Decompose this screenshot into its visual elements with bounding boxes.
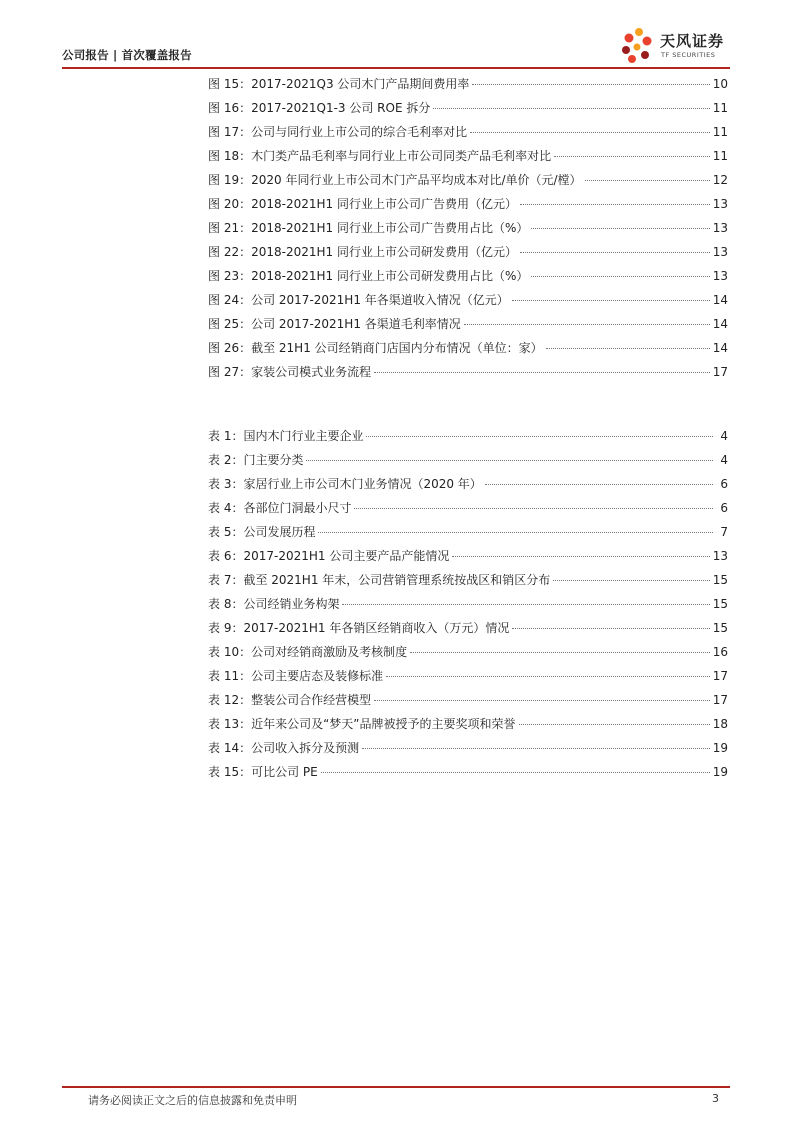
logo-chinese-name: 天风证券 — [660, 32, 725, 50]
toc-entry-page: 17 — [712, 669, 728, 683]
toc-entry-label: 表 1：国内木门行业主要企业 — [208, 429, 364, 443]
toc-entry-label: 表 2：门主要分类 — [208, 453, 304, 467]
toc-entry-page: 16 — [712, 645, 728, 659]
toc-table-entry[interactable] — [208, 595, 728, 619]
toc-entry-page: 13 — [712, 549, 728, 563]
toc-leader-dots — [452, 556, 709, 557]
toc-entry-label: 表 3：家居行业上市公司木门业务情况（2020 年） — [208, 477, 482, 491]
toc-leader-dots — [433, 108, 709, 109]
toc-entry-label: 表 10：公司对经销商激励及考核制度 — [208, 645, 408, 659]
toc-entry-label: 表 8：公司经销业务构架 — [208, 597, 340, 611]
toc-entry-page: 14 — [712, 293, 728, 307]
toc-entry-page: 17 — [712, 365, 728, 379]
toc-table-entry[interactable] — [208, 547, 728, 571]
toc-entry-page: 4 — [720, 429, 728, 443]
toc-leader-dots — [464, 324, 710, 325]
toc-leader-dots — [585, 180, 710, 181]
logo-petal-icon — [641, 51, 649, 59]
toc-figure-entry[interactable] — [208, 147, 728, 171]
toc-table-entry[interactable] — [208, 499, 728, 523]
toc-entry-label: 表 4：各部位门洞最小尺寸 — [208, 501, 352, 515]
logo-petal-icon — [625, 34, 634, 43]
toc-entry-page: 11 — [712, 149, 728, 163]
toc-entry-page: 15 — [712, 597, 728, 611]
logo-petal-icon — [635, 28, 643, 36]
toc-figure-entry[interactable] — [208, 291, 728, 315]
toc-leader-dots — [520, 204, 710, 205]
toc-figure-entry[interactable] — [208, 219, 728, 243]
toc-figure-entry[interactable] — [208, 267, 728, 291]
toc-table-entry[interactable] — [208, 715, 728, 739]
toc-entry-page: 13 — [712, 221, 728, 235]
toc-figure-entry[interactable] — [208, 75, 728, 99]
toc-entry-page: 15 — [712, 573, 728, 587]
table-list — [208, 427, 728, 787]
toc-entry-page: 19 — [712, 741, 728, 755]
toc-entry-label: 表 13：近年来公司及“梦天”品牌被授予的主要奖项和荣誉 — [208, 717, 516, 731]
toc-entry-label: 图 17：公司与同行业上市公司的综合毛利率对比 — [208, 125, 468, 139]
toc-leader-dots — [321, 772, 710, 773]
toc-entry-page: 12 — [712, 173, 728, 187]
toc-leader-dots — [386, 676, 710, 677]
toc-leader-dots — [366, 436, 713, 437]
toc-leader-dots — [512, 300, 710, 301]
toc-table-entry[interactable] — [208, 523, 728, 547]
toc-leader-dots — [531, 228, 709, 229]
toc-table-entry[interactable] — [208, 763, 728, 787]
toc-figure-entry[interactable] — [208, 315, 728, 339]
toc-figure-entry[interactable] — [208, 339, 728, 363]
toc-figure-entry[interactable] — [208, 243, 728, 267]
toc-entry-page: 6 — [720, 477, 728, 491]
toc-table-entry[interactable] — [208, 667, 728, 691]
logo-petal-icon — [643, 37, 652, 46]
toc-entry-page: 17 — [712, 693, 728, 707]
toc-leader-dots — [519, 724, 710, 725]
toc-entry-label: 图 19：2020 年同行业上市公司木门产品平均成本对比/单价（元/樘） — [208, 173, 582, 187]
footer-disclaimer: 请务必阅读正文之后的信息披露和免责申明 — [88, 1094, 297, 1107]
toc-table-entry[interactable] — [208, 739, 728, 763]
toc-entry-page: 19 — [712, 765, 728, 779]
toc-entry-label: 图 15：2017-2021Q3 公司木门产品期间费用率 — [208, 77, 470, 91]
toc-leader-dots — [362, 748, 710, 749]
page-number: 3 — [712, 1092, 719, 1105]
toc-entry-page: 18 — [712, 717, 728, 731]
toc-entry-label: 表 9：2017-2021H1 年各销区经销商收入（万元）情况 — [208, 621, 510, 635]
logo-mark-icon — [620, 26, 656, 66]
toc-leader-dots — [546, 348, 710, 349]
toc-table-entry[interactable] — [208, 451, 728, 475]
toc-entry-page: 14 — [712, 317, 728, 331]
company-logo — [620, 26, 732, 66]
toc-figure-entry[interactable] — [208, 363, 728, 387]
toc-leader-dots — [410, 652, 710, 653]
toc-table-entry[interactable] — [208, 643, 728, 667]
toc-leader-dots — [531, 276, 709, 277]
report-type-label: 公司报告 | 首次覆盖报告 — [62, 48, 192, 62]
toc-entry-page: 6 — [720, 501, 728, 515]
toc-entry-page: 10 — [712, 77, 728, 91]
toc-leader-dots — [520, 252, 710, 253]
toc-figure-entry[interactable] — [208, 171, 728, 195]
toc-entry-label: 表 12：整装公司合作经营模型 — [208, 693, 372, 707]
figure-list — [208, 75, 728, 387]
toc-entry-label: 表 11：公司主要店态及装修标准 — [208, 669, 384, 683]
toc-entry-page: 11 — [712, 101, 728, 115]
toc-entry-page: 13 — [712, 269, 728, 283]
toc-entry-label: 图 20：2018-2021H1 同行业上市公司广告费用（亿元） — [208, 197, 517, 211]
toc-entry-label: 图 23：2018-2021H1 同行业上市公司研发费用占比（%） — [208, 269, 529, 283]
toc-entry-label: 表 7：截至 2021H1 年末，公司营销管理系统按战区和销区分布 — [208, 573, 551, 587]
toc-entry-label: 表 5：公司发展历程 — [208, 525, 316, 539]
toc-entry-label: 图 21：2018-2021H1 同行业上市公司广告费用占比（%） — [208, 221, 529, 235]
toc-entry-label: 图 26：截至 21H1 公司经销商门店国内分布情况（单位：家） — [208, 341, 543, 355]
toc-entry-label: 图 16：2017-2021Q1-3 公司 ROE 拆分 — [208, 101, 431, 115]
toc-leader-dots — [342, 604, 709, 605]
toc-entry-page: 13 — [712, 197, 728, 211]
toc-table-entry[interactable] — [208, 475, 728, 499]
toc-entry-label: 表 15：可比公司 PE — [208, 765, 318, 779]
toc-entry-label: 图 18：木门类产品毛利率与同行业上市公司同类产品毛利率对比 — [208, 149, 552, 163]
toc-figure-entry[interactable] — [208, 195, 728, 219]
toc-leader-dots — [318, 532, 713, 533]
toc-leader-dots — [354, 508, 713, 509]
toc-leader-dots — [554, 156, 710, 157]
toc-leader-dots — [512, 628, 709, 629]
toc-entry-label: 图 27：家装公司模式业务流程 — [208, 365, 372, 379]
logo-petal-icon — [622, 46, 630, 54]
footer-divider — [62, 1086, 730, 1088]
logo-petal-icon — [634, 44, 641, 51]
toc-entry-page: 11 — [712, 125, 728, 139]
toc-entry-page: 4 — [720, 453, 728, 467]
toc-leader-dots — [472, 84, 709, 85]
toc-leader-dots — [553, 580, 709, 581]
logo-petal-icon — [628, 55, 636, 63]
toc-figure-entry[interactable] — [208, 99, 728, 123]
toc-entry-page: 15 — [712, 621, 728, 635]
toc-leader-dots — [485, 484, 713, 485]
toc-figure-entry[interactable] — [208, 123, 728, 147]
toc-leader-dots — [470, 132, 710, 133]
toc-entry-label: 表 6：2017-2021H1 公司主要产品产能情况 — [208, 549, 450, 563]
toc-entry-page: 13 — [712, 245, 728, 259]
toc-entry-label: 表 14：公司收入拆分及预测 — [208, 741, 360, 755]
toc-entry-label: 图 22：2018-2021H1 同行业上市公司研发费用（亿元） — [208, 245, 517, 259]
toc-table-entry[interactable] — [208, 619, 728, 643]
toc-leader-dots — [374, 700, 710, 701]
toc-table-entry[interactable] — [208, 427, 728, 451]
logo-english-name: TF SECURITIES — [661, 51, 716, 59]
toc-entry-label: 图 25：公司 2017-2021H1 各渠道毛利率情况 — [208, 317, 461, 331]
toc-leader-dots — [374, 372, 710, 373]
header-divider — [62, 67, 730, 69]
toc-table-entry[interactable] — [208, 691, 728, 715]
toc-leader-dots — [306, 460, 713, 461]
toc-entry-page: 14 — [712, 341, 728, 355]
toc-entry-page: 7 — [720, 525, 728, 539]
toc-entry-label: 图 24：公司 2017-2021H1 年各渠道收入情况（亿元） — [208, 293, 509, 307]
toc-table-entry[interactable] — [208, 571, 728, 595]
